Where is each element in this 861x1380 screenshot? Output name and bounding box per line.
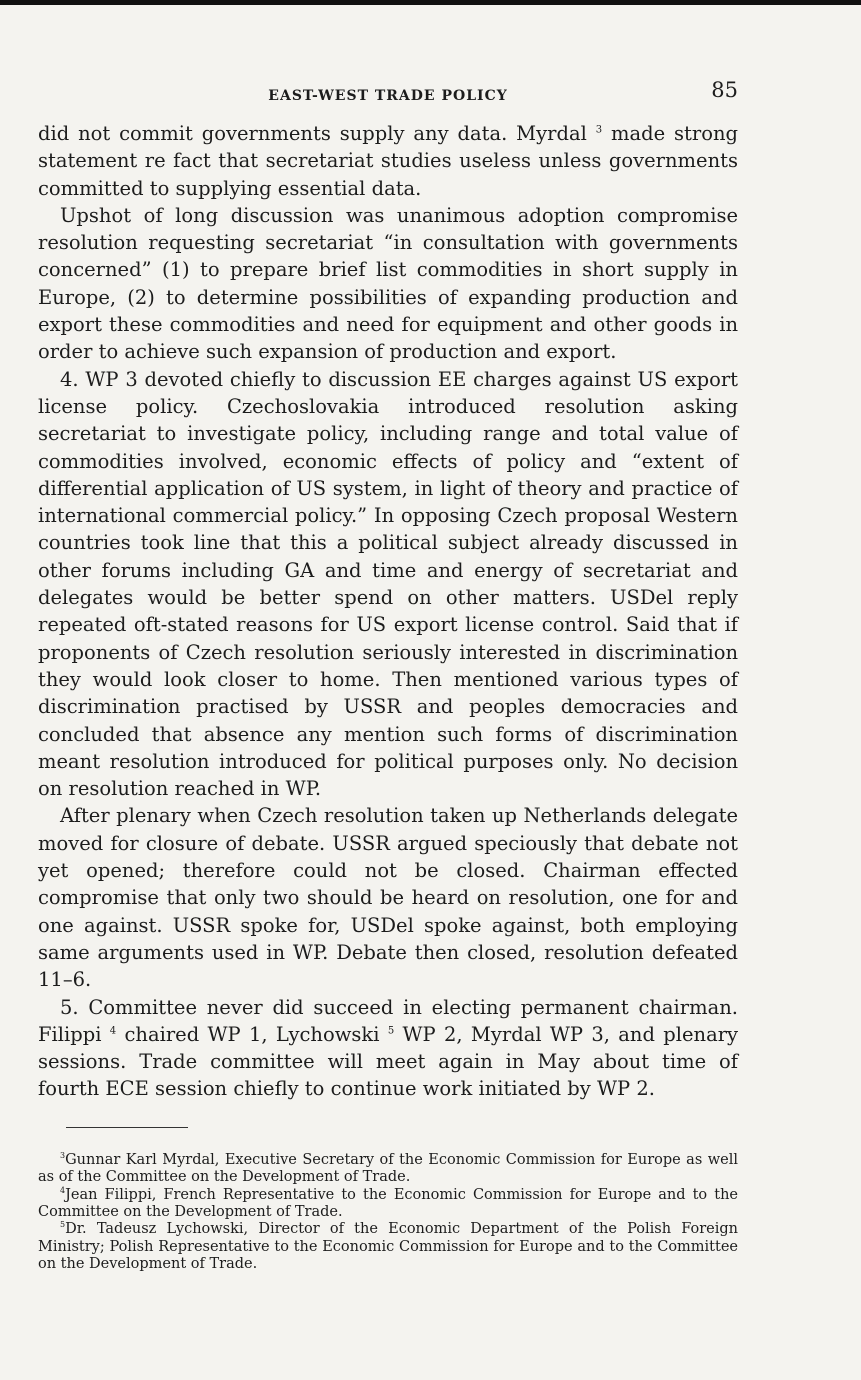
footnote-4 bbox=[38, 1187, 738, 1222]
paragraph-1-text-b: made strong statement re fact that secretariat studies useless unless governments committed to supplying essential data. bbox=[38, 122, 738, 200]
document-page bbox=[38, 78, 738, 1274]
running-head bbox=[38, 78, 738, 114]
page-number: 85 bbox=[711, 78, 738, 102]
body-text bbox=[38, 120, 738, 1103]
footnote-5 bbox=[38, 1221, 738, 1273]
paragraph-4: After plenary when Czech resolution taken up Netherlands delegate moved for closure of debate. USSR argued speciously that debate not yet opened; therefore could not be closed. Chairman effected compromise that only two should be heard on resolution, one for and one against. USSR spoke for, USDel spoke against, both employing same arguments used in WP. Debate then closed, resolution defeated 11–6. bbox=[38, 804, 738, 992]
top-edge-rule bbox=[0, 0, 861, 5]
footnote-mark: 5 bbox=[60, 1220, 66, 1230]
footnote-text: Gunnar Karl Myrdal, Executive Secretary of the Economic Commission for Europe as well as of the Committee on the Development of Trade. bbox=[38, 1151, 738, 1186]
footnote-ref-3: 3 bbox=[595, 124, 603, 136]
paragraph-5 bbox=[38, 994, 738, 1103]
paragraph-2: Upshot of long discussion was unanimous adoption compromise resolution requesting secretariat “in consultation with governments concerned” (1) to prepare brief list commodities in short supply in Europe, (2) to determine possibilities of expanding production and export these commodities and need for equipment and other goods in order to achieve such expansion of production and export. bbox=[38, 203, 738, 364]
footnotes bbox=[38, 1152, 738, 1274]
footnote-3 bbox=[38, 1152, 738, 1187]
paragraph-5-text-c: WP 2, Myrdal WP 3, and plenary sessions. Trade committee will meet again in May about time of fourth ECE session chiefly to continue work initiated by WP 2. bbox=[38, 1022, 739, 1101]
footnote-mark: 3 bbox=[60, 1150, 66, 1160]
paragraph-5-text-b: chaired WP 1, Lychowski bbox=[124, 1022, 380, 1046]
running-title: EAST-WEST TRADE POLICY bbox=[268, 88, 508, 104]
paragraph-5-text-a: 5. Committee never did succeed in electing permanent chairman. Filippi bbox=[38, 995, 738, 1046]
paragraph-3: 4. WP 3 devoted chiefly to discussion EE charges against US export license policy. Czechoslovakia introduced resolution asking secretariat to investigate policy, including range and total value of commodities involved, economic effects of policy and “extent of differential application of US system, in light of theory and practice of international commercial policy.” In opposing Czech proposal Western countries took line that this a political subject already discussed in other forums including GA and time and energy of secretariat and delegates would be better spend on other matters. USDel reply repeated oft-stated reasons for US export license control. Said that if proponents of Czech resolution seriously interested in discrimination they would look closer to home. Then mentioned various types of discrimination practised by USSR and peoples democracies and concluded that absence any mention such forms of discrimination meant resolution introduced for political purposes only. No decision on resolution reached in WP. bbox=[38, 367, 738, 801]
footnote-text: Dr. Tadeusz Lychowski, Director of the Economic Department of the Polish Foreign Ministry; Polish Representative to the Economic Commission for Europe and to the Committee on the Development of Trade. bbox=[38, 1221, 738, 1273]
footnote-ref-4: 4 bbox=[109, 1025, 117, 1037]
footnote-ref-5: 5 bbox=[387, 1025, 395, 1037]
footnote-text: Jean Filippi, French Representative to the Economic Commission for Europe and to the Committee on the Development of Trade. bbox=[38, 1186, 738, 1220]
paragraph-1-text-a: did not commit governments supply any data. Myrdal bbox=[38, 122, 587, 145]
footnote-mark: 4 bbox=[60, 1185, 66, 1195]
footnote-divider bbox=[66, 1127, 188, 1128]
paragraph-1 bbox=[38, 120, 738, 202]
